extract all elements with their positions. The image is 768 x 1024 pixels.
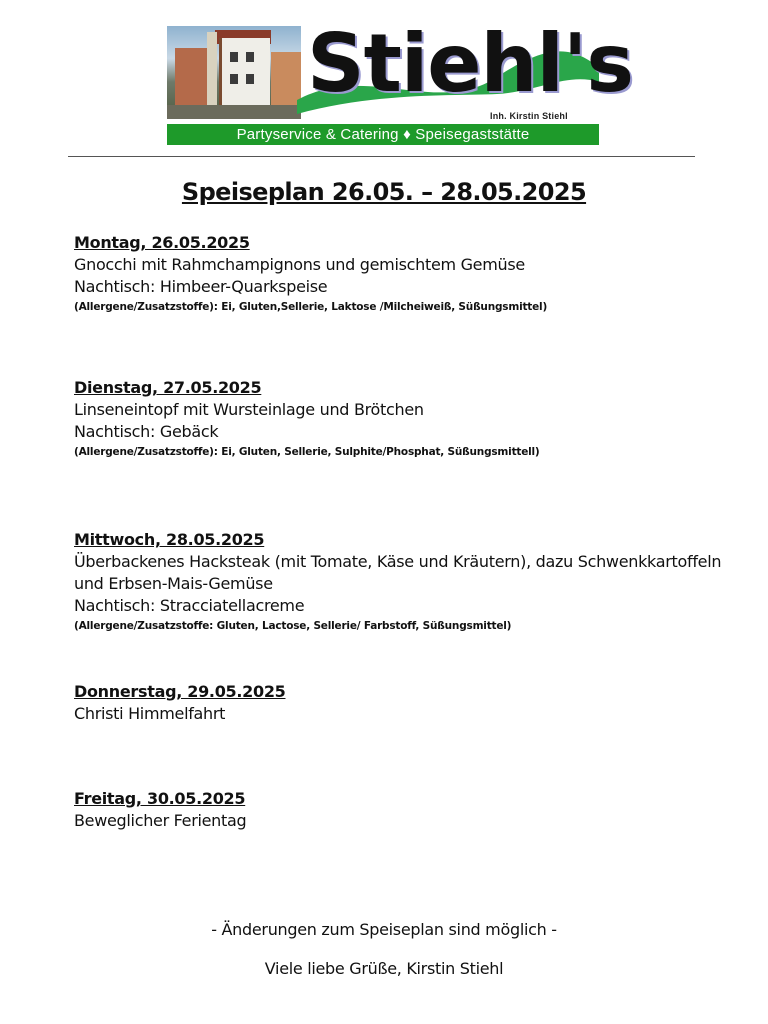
tagline-bar: Partyservice & Catering ♦ Speisegaststätte <box>167 124 599 145</box>
photo-ground <box>167 105 301 119</box>
header-logo <box>167 17 634 146</box>
allergens-line: (Allergene/Zusatzstoffe): Ei, Gluten,Sellerie, Laktose /Milcheiweiß, Süßungsmittel) <box>74 301 548 313</box>
day-heading: Mittwoch, 28.05.2025 <box>74 530 265 549</box>
dessert-line: Nachtisch: Himbeer-Quarkspeise <box>74 277 328 296</box>
day-heading: Freitag, 30.05.2025 <box>74 789 246 808</box>
owner-label: Inh. Kirstin Stiehl <box>490 111 568 121</box>
page-title: Speiseplan 26.05. – 28.05.2025 <box>181 178 587 206</box>
day-heading: Dienstag, 27.05.2025 <box>74 378 262 397</box>
logo-text: Stiehl's <box>307 17 634 110</box>
photo-house-center <box>219 38 270 110</box>
menu-line: Linseneintopf mit Wursteinlage und Brötchen <box>74 400 424 419</box>
day-friday <box>74 788 734 832</box>
restaurant-photo <box>167 26 301 119</box>
day-monday <box>74 232 734 315</box>
footer-greeting: Viele liebe Grüße, Kirstin Stiehl <box>264 959 504 978</box>
footer-note: - Änderungen zum Speiseplan sind möglich - <box>211 920 557 939</box>
dessert-line: Nachtisch: Gebäck <box>74 422 219 441</box>
day-thursday <box>74 681 734 725</box>
allergens-line: (Allergene/Zusatzstoffe): Ei, Gluten, Sellerie, Sulphite/Phosphat, Süßungsmittell) <box>74 446 540 458</box>
menu-line: Gnocchi mit Rahmchampignons und gemischtem Gemüse <box>74 255 525 274</box>
day-tuesday <box>74 377 734 460</box>
menu-line: Überbackenes Hacksteak (mit Tomate, Käse und Kräutern), dazu Schwenkkartoffeln <box>74 552 722 571</box>
header-divider <box>68 156 695 157</box>
day-heading: Montag, 26.05.2025 <box>74 233 250 252</box>
menu-line: und Erbsen-Mais-Gemüse <box>74 574 273 593</box>
allergens-line: (Allergene/Zusatzstoffe: Gluten, Lactose, Sellerie/ Farbstoff, Süßungsmittel) <box>74 620 512 632</box>
menu-line: Beweglicher Ferientag <box>74 811 247 830</box>
day-wednesday <box>74 529 734 634</box>
dessert-line: Nachtisch: Stracciatellacreme <box>74 596 305 615</box>
day-heading: Donnerstag, 29.05.2025 <box>74 682 286 701</box>
menu-line: Christi Himmelfahrt <box>74 704 226 723</box>
